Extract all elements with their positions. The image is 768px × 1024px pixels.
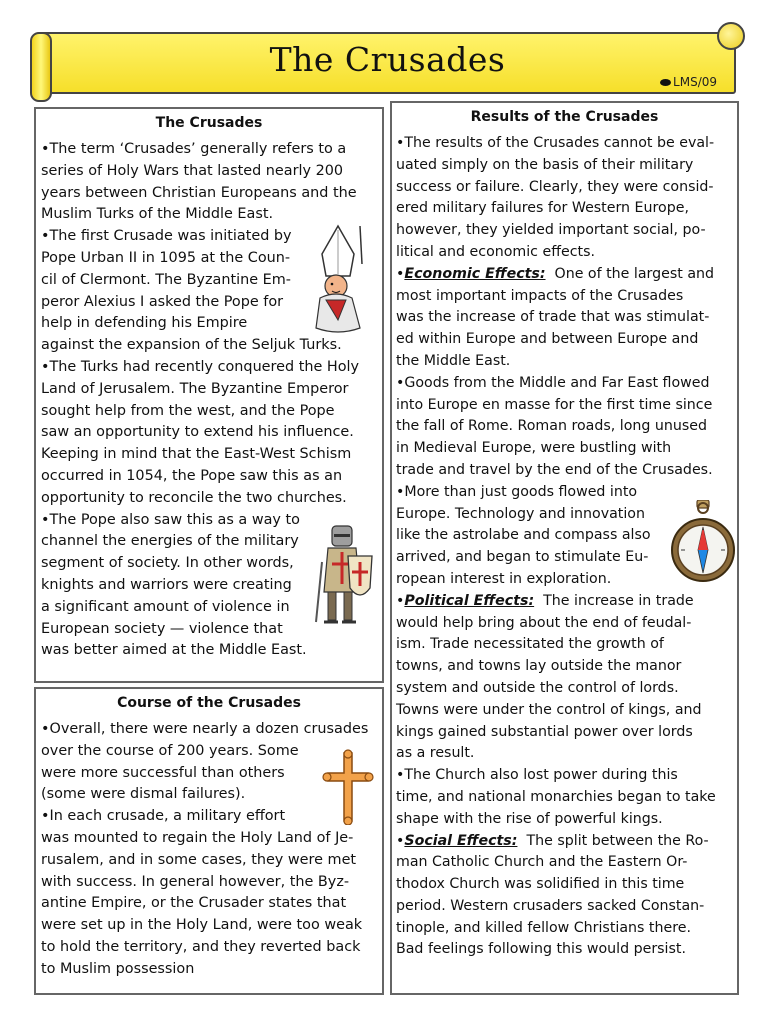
line-text: most important impacts of the Crusades (396, 287, 684, 304)
line-text: The increase in trade (534, 592, 694, 609)
text-line: series of Holy Wars that lasted nearly 200 (41, 162, 344, 179)
text-line (396, 242, 737, 264)
section-heading: Economic Effects: (404, 265, 546, 282)
line-text: •More than just goods flowed into (396, 483, 638, 500)
text-line (396, 177, 737, 199)
line-text: man Catholic Church and the Eastern Or- (396, 854, 688, 871)
pope-clipart-icon (308, 224, 370, 338)
text-line (396, 700, 737, 722)
line-text: thodox Church was solidified in this time (396, 876, 685, 893)
line-text: One of the largest and (545, 265, 715, 282)
line-text: however, they yielded important social, po- (396, 222, 706, 239)
panel-title: Course of the Crusades (117, 695, 301, 711)
panel-title: The Crusades (155, 115, 263, 131)
text-line: Muslim Turks of the Middle East. (41, 206, 274, 223)
line-text: kings gained substantial power over lords (396, 723, 693, 740)
text-line: knights and warriors were creating (41, 576, 292, 593)
line-text: into Europe en masse for the first time since (396, 396, 713, 413)
text-line (396, 133, 737, 155)
line-text: as a result. (396, 745, 475, 762)
line-text: the fall of Rome. Roman roads, long unused (396, 418, 707, 435)
text-line: (some were dismal failures). (41, 786, 246, 803)
text-line (396, 438, 737, 460)
text-line (396, 787, 737, 809)
line-text: the Middle East. (396, 352, 511, 369)
text-line: a significant amount of violence in (41, 598, 290, 615)
line-text: The split between the Ro- (517, 832, 709, 849)
section-heading: Political Effects: (404, 592, 535, 609)
text-line (396, 416, 737, 438)
text-line (396, 220, 737, 242)
text-line (396, 329, 737, 351)
credit (660, 75, 717, 89)
line-text: arrived, and began to stimulate Eu- (396, 549, 649, 566)
text-line (396, 874, 737, 896)
text-line: over the course of 200 years. Some (41, 742, 299, 759)
text-line (396, 939, 737, 961)
text-line: sought help from the west, and the Pope (41, 402, 335, 419)
text-line (396, 918, 737, 940)
text-line: •The Turks had recently conquered the Holy (41, 358, 360, 375)
text-line: •In each crusade, a military effort (41, 808, 286, 825)
line-text: shape with the rise of powerful kings. (396, 810, 663, 827)
text-line: •The term ‘Crusades’ generally refers to a (41, 141, 347, 157)
text-line (396, 460, 737, 482)
text-line: occurred in 1054, the Pope saw this as an (41, 467, 343, 484)
line-text: was the increase of trade that was stimulat- (396, 309, 710, 326)
text-line (396, 722, 737, 744)
line-text: Bad feelings following this would persist. (396, 941, 686, 958)
text-line: to Muslim possession (41, 960, 195, 977)
text-line (396, 395, 737, 417)
text-line: Keeping in mind that the East-West Schism (41, 446, 352, 463)
text-line (396, 678, 737, 700)
text-line (396, 852, 737, 874)
text-line: •Overall, there were nearly a dozen crusades (41, 721, 369, 737)
bullet: • (396, 592, 405, 609)
line-text: period. Western crusaders sacked Constan- (396, 897, 705, 914)
line-text: ered military failures for Western Europe, (396, 200, 689, 217)
compass-icon (671, 500, 737, 586)
crusader-knight-clipart-icon (314, 522, 378, 628)
text-line: segment of society. In other words, (41, 555, 294, 572)
line-text: system and outside the control of lords. (396, 679, 679, 696)
line-text: in Medieval Europe, were bustling with (396, 440, 672, 457)
panel-title: Results of the Crusades (470, 109, 659, 125)
text-line: saw an opportunity to extend his influence. (41, 424, 354, 441)
line-text: like the astrolabe and compass also (396, 527, 651, 544)
line-text: trade and travel by the end of the Crusades. (396, 461, 713, 478)
bullet: • (396, 832, 405, 849)
text-line (396, 743, 737, 765)
text-line: was better aimed at the Middle East. (41, 642, 307, 659)
title-banner (30, 22, 745, 96)
text-line (396, 286, 737, 308)
text-line: •The first Crusade was initiated by (41, 228, 292, 245)
text-line (396, 351, 737, 373)
text-line: channel the energies of the military (41, 533, 299, 550)
line-text: ed within Europe and between Europe and (396, 331, 699, 348)
section-lead-line (396, 591, 737, 613)
text-line: years between Christian Europeans and the (41, 184, 357, 201)
section-lead-line (396, 831, 737, 853)
text-line: were set up in the Holy Land, were too weak (41, 917, 363, 934)
text-line: peror Alexius I asked the Pope for (41, 293, 284, 310)
text-line (396, 155, 737, 177)
credit-text: LMS/09 (673, 75, 717, 89)
line-text: litical and economic effects. (396, 243, 595, 260)
text-line: opportunity to reconcile the two churches. (41, 489, 347, 506)
text-line: European society — violence that (41, 620, 283, 637)
text-line (396, 896, 737, 918)
text-line: were more successful than others (41, 764, 285, 781)
text-line (396, 373, 737, 395)
text-line: help in defending his Empire (41, 315, 248, 332)
line-text: time, and national monarchies began to take (396, 788, 716, 805)
line-text: Europe. Technology and innovation (396, 505, 645, 522)
line-text: tinople, and killed fellow Christians there. (396, 919, 691, 936)
text-line: was mounted to regain the Holy Land of Je- (41, 829, 354, 846)
text-line: cil of Clermont. The Byzantine Em- (41, 271, 291, 288)
text-line (396, 198, 737, 220)
eye-icon (660, 79, 671, 86)
bullet: • (396, 265, 405, 282)
text-line: •The Pope also saw this as a way to (41, 511, 300, 528)
line-text: •The results of the Crusades cannot be eval- (396, 135, 715, 151)
line-text: would help bring about the end of feudal- (396, 614, 692, 631)
text-line (396, 656, 737, 678)
text-line: rusalem, and in some cases, they were met (41, 851, 357, 868)
section-heading: Social Effects: (404, 832, 518, 849)
text-line: against the expansion of the Seljuk Turks. (41, 337, 342, 354)
line-text: towns, and towns lay outside the manor (396, 658, 682, 675)
ornate-cross-icon (322, 749, 374, 825)
section-lead-line (396, 264, 737, 286)
line-text: ropean interest in exploration. (396, 570, 612, 587)
text-line: Pope Urban II in 1095 at the Coun- (41, 249, 291, 266)
text-line: to hold the territory, and they reverted back (41, 938, 361, 955)
line-text: Towns were under the control of kings, and (396, 701, 702, 718)
text-line (396, 765, 737, 787)
line-text: •Goods from the Middle and Far East flowed (396, 374, 710, 391)
text-line (396, 613, 737, 635)
text-line (396, 634, 737, 656)
course-panel (34, 687, 384, 995)
text-line: with success. In general however, the Byz- (41, 873, 350, 890)
text-line (396, 307, 737, 329)
line-text: success or failure. Clearly, they were consid- (396, 178, 714, 195)
line-text: ism. Trade necessitated the growth of (396, 636, 664, 653)
line-text: •The Church also lost power during this (396, 767, 678, 784)
line-text: uated simply on the basis of their military (396, 156, 694, 173)
text-line (396, 809, 737, 831)
text-line: Land of Jerusalem. The Byzantine Emperor (41, 380, 349, 397)
text-line: antine Empire, or the Crusader states that (41, 895, 347, 912)
page-title: The Crusades (269, 40, 506, 79)
